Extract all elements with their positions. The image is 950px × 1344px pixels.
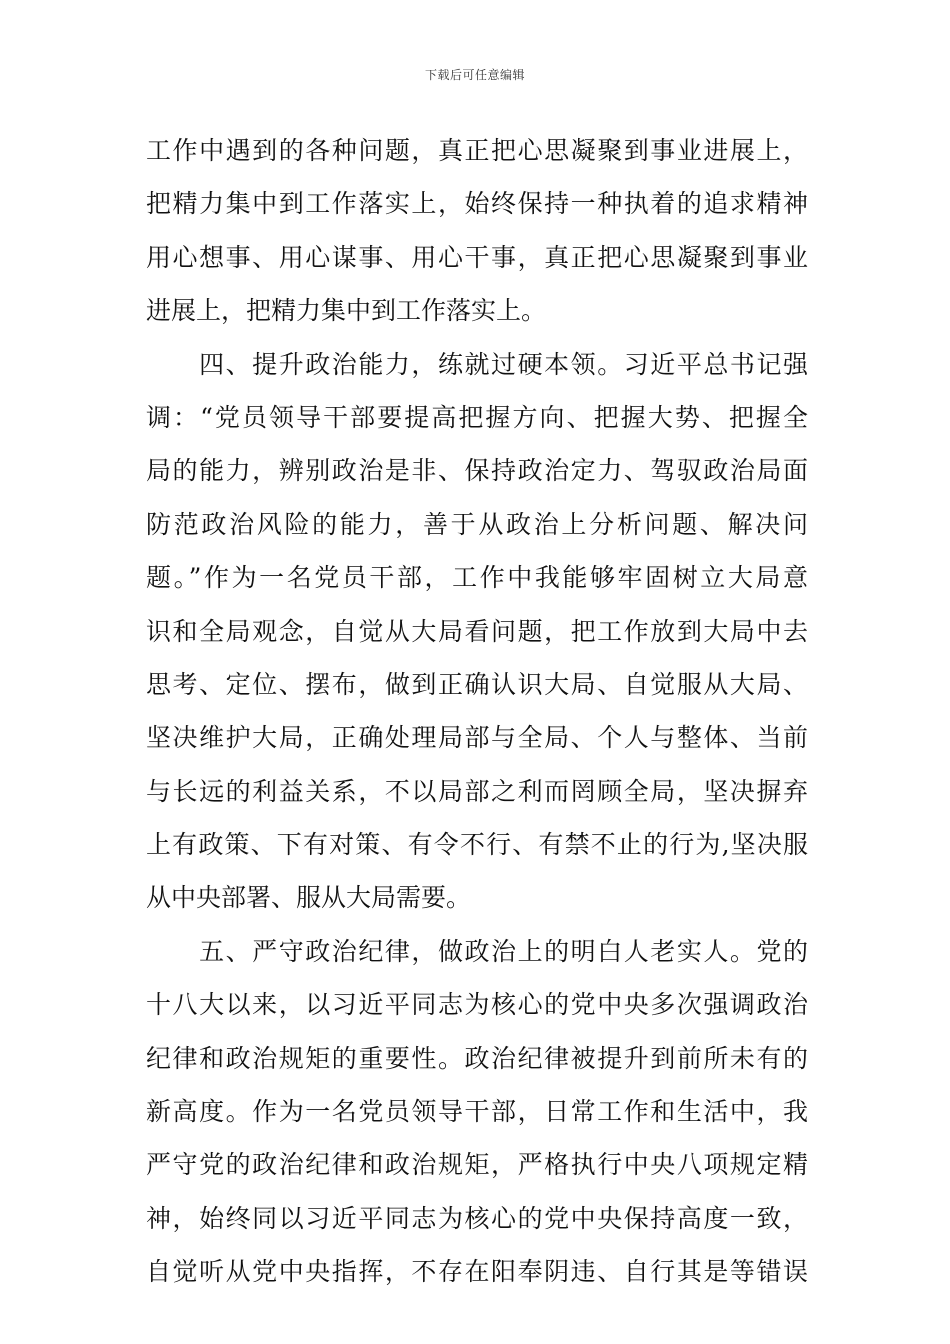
text-line: 识和全局观念，自觉从大局看问题，把工作放到大局中去 — [146, 616, 808, 646]
text-line: 进展上，把精力集中到工作落实上。 — [146, 296, 547, 326]
text-line: 上有政策、下有对策、有令不行、有禁不止的行为,坚决服 — [146, 830, 808, 860]
text-line: 四、提升政治能力，练就过硬本领。习近平总书记强 — [146, 349, 808, 379]
text-line: 题。”作为一名党员干部，工作中我能够牢固树立大局意 — [146, 563, 808, 593]
text-line: 自觉听从党中央指挥，不存在阳奉阴违、自行其是等错误 — [146, 1257, 808, 1287]
text-line: 严守党的政治纪律和政治规矩，严格执行中央八项规定精 — [146, 1150, 808, 1180]
text-line: 从中央部署、服从大局需要。 — [146, 883, 472, 913]
text-line: 用心想事、用心谋事、用心干事，真正把心思凝聚到事业 — [146, 242, 808, 272]
text-line: 调：“党员领导干部要提高把握方向、把握大势、把握全 — [146, 402, 808, 432]
text-line: 把精力集中到工作落实上，始终保持一种执着的追求精神 — [146, 189, 808, 219]
text-line: 局的能力，辨别政治是非、保持政治定力、驾驭政治局面 — [146, 456, 808, 486]
text-line: 新高度。作为一名党员领导干部，日常工作和生活中，我 — [146, 1097, 808, 1127]
text-line: 神，始终同以习近平同志为核心的党中央保持高度一致， — [146, 1203, 808, 1233]
page-header: 下载后可任意编辑 — [424, 68, 525, 82]
text-line: 坚决维护大局，正确处理局部与全局、个人与整体、当前 — [146, 723, 808, 753]
text-line: 纪律和政治规矩的重要性。政治纪律被提升到前所未有的 — [146, 1043, 808, 1073]
text-line: 防范政治风险的能力，善于从政治上分析问题、解决问 — [146, 509, 808, 539]
text-line: 与长远的利益关系，不以局部之利而罔顾全局，坚决摒弃 — [146, 776, 808, 806]
text-line: 五、严守政治纪律，做政治上的明白人老实人。党的 — [146, 936, 808, 966]
text-line: 思考、定位、摆布，做到正确认识大局、自觉服从大局、 — [146, 669, 808, 699]
text-line: 工作中遇到的各种问题，真正把心思凝聚到事业进展上， — [146, 136, 808, 165]
document-body — [146, 124, 808, 1299]
text-line: 十八大以来，以习近平同志为核心的党中央多次强调政治 — [146, 990, 808, 1020]
